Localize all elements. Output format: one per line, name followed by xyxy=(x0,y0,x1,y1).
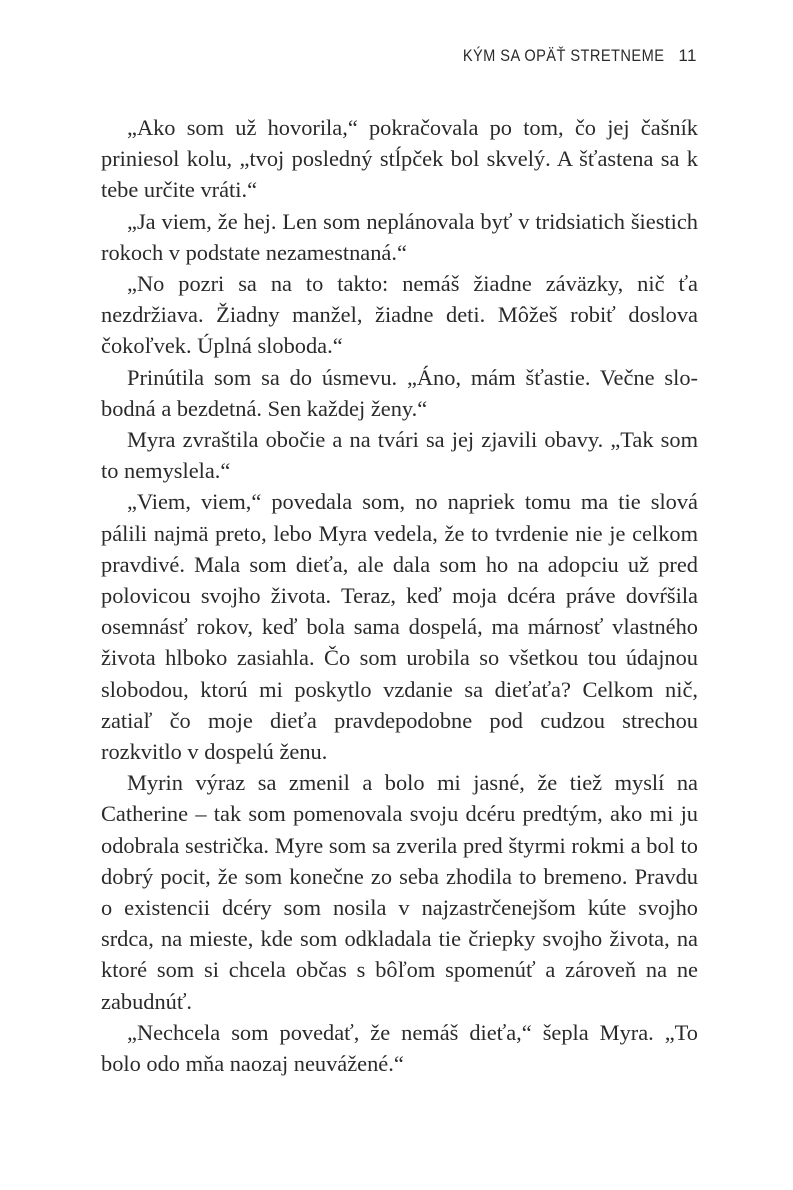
running-title: KÝM SA OPÄŤ STRETNEME xyxy=(462,46,665,65)
paragraph: Myra zvraštila obočie a na tvári sa jej zjavili obavy. „Tak som to nemyslela.“ xyxy=(101,427,698,484)
paragraph: Myrin výraz sa zmenil a bolo mi jasné, že tiež myslí na Catherine – tak som pomenovala svoju dcéru predtým, ako mi ju odobrala sestrička. Myre som sa zverila pred štyrmi rokmi a bol to dobrý pocit, že som konečne zo seba zhodila to bremeno. Pravdu o existencii dcéry som nosila v najzastrčenejšom kúte svojho srdca, na mieste, kde som odkladala tie čriepky svojho života, na ktoré som si chcela občas s bôľom spomenúť a zároveň na ne zabudnúť. xyxy=(101,770,698,1014)
paragraph: „Ja viem, že hej. Len som neplánovala byť v tridsiatich šiestich rokoch v podstate nezamestnaná.“ xyxy=(101,208,698,265)
paragraph: „No pozri sa na to takto: nemáš žiadne záväzky, nič ťa nezdržiava. Žiadny manžel, žiadne deti. Môžeš robiť doslova čokoľvek. Úplná sloboda.“ xyxy=(101,271,698,359)
paragraph: Prinútila som sa do úsmevu. „Áno, mám šťastie. Večne slobodná a bezdetná. Sen každej ženy.“ xyxy=(101,364,698,421)
paragraph: „Ako som už hovorila,“ pokračovala po tom, čo jej čašník priniesol kolu, „tvoj posledný stĺpček bol skvelý. A šťastena sa k tebe určite vráti.“ xyxy=(101,115,698,203)
running-header xyxy=(430,46,697,66)
paragraph: „Viem, viem,“ povedala som, no napriek tomu ma tie slová pálili najmä preto, lebo Myra vedela, že to tvrdenie nie je celkom pravdivé. Mala som dieťa, ale dala som ho na adopciu už pred polovicou svojho života. Teraz, keď moja dcéra práve dovŕšila osemnásť rokov, keď bola sama dospelá, ma márnosť vlastného života hlboko zasiahla. Čo som urobila so všetkou tou údajnou slobodou, ktorú mi poskytlo vzdanie sa dieťaťa? Celkom nič, zatiaľ čo moje dieťa pravdepodobne pod cudzou strechou rozkvitlo v dospelú ženu. xyxy=(101,489,698,765)
paragraph: „Nechcela som povedať, že nemáš dieťa,“ šepla Myra. „To bolo odo mňa naozaj neuvážené.“ xyxy=(101,1019,698,1077)
page-number: 11 xyxy=(678,46,697,65)
body-text xyxy=(101,112,698,1079)
